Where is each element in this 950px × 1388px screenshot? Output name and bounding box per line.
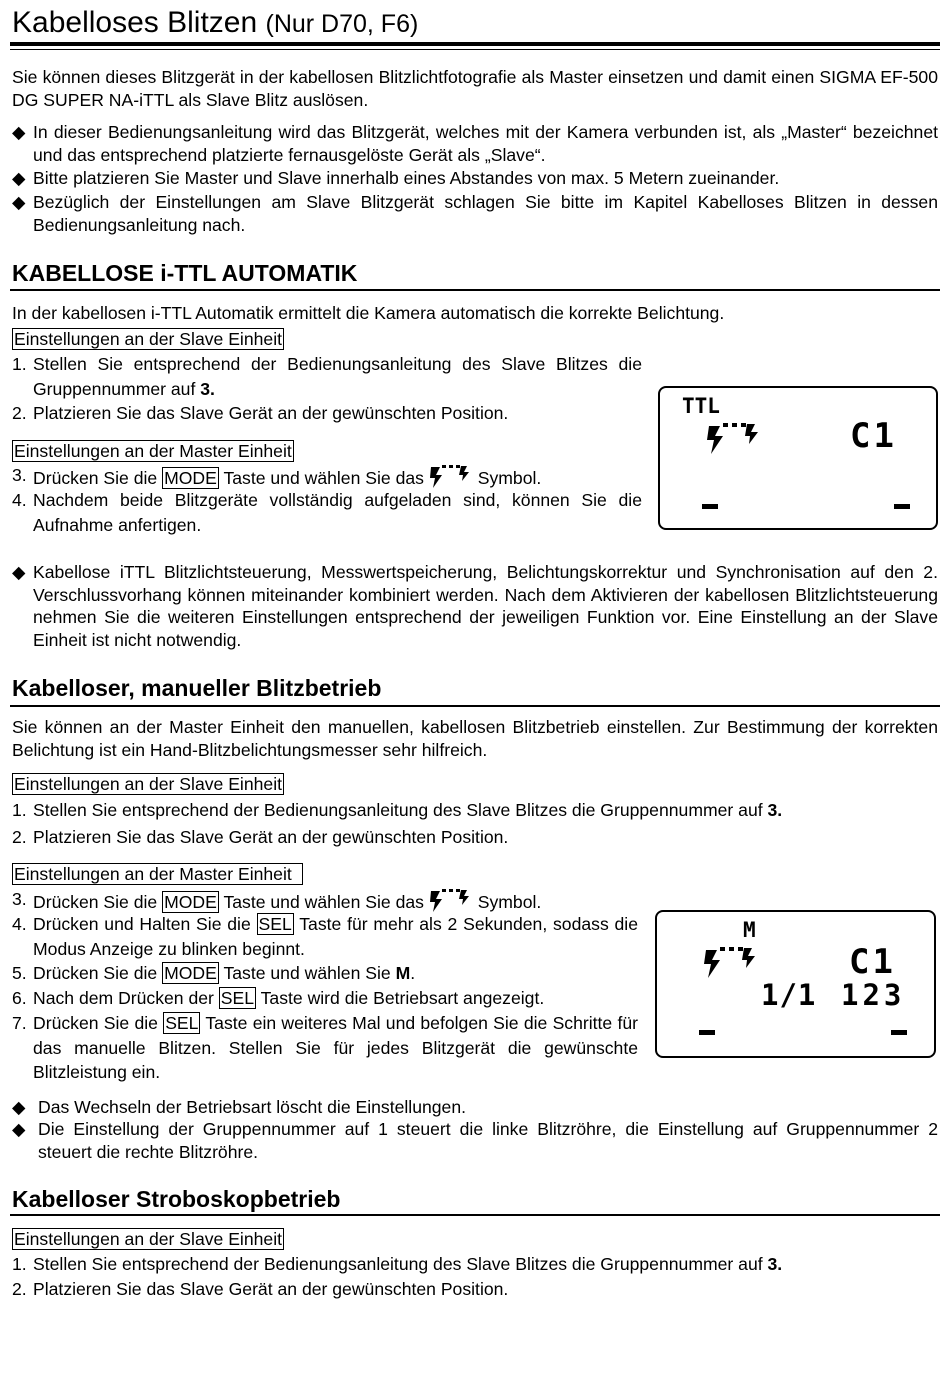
- bullet-text: Kabellose iTTL Blitzlichtsteuerung, Messwertspeicherung, Belichtungskorrektur und Synchronisation auf den 2. Verschlussvorhang können miteinander kombiniert werden. Nach dem Aktivieren der kabellosen Blitzlichtsteuerung nehmen Sie die weiteren Einstellungen entsprechend der jeweiligen Funktion vor. Eine Einstellung an der Slave Einheit ist nicht notwendig.: [33, 562, 938, 650]
- step-item: [12, 825, 938, 850]
- step-item: [12, 1011, 638, 1085]
- step-text: Platzieren Sie das Slave Gerät an der gewünschten Position.: [33, 827, 509, 847]
- step-bold: M: [395, 963, 411, 983]
- step-text: Drücken und Halten Sie die: [33, 914, 257, 934]
- intro-bullet: [12, 167, 938, 190]
- section1-bullet: [12, 561, 938, 651]
- step-number: 4.: [12, 914, 27, 934]
- wireless-flash-icon: [703, 944, 759, 980]
- step-text: Drücken Sie die: [33, 468, 163, 488]
- step-number: 5.: [12, 963, 27, 983]
- bullet-text: Die Einstellung der Gruppennummer auf 1 steuert die linke Blitzröhre, die Einstellung auf Gruppennummer 2 steuert die rechte Blitzröhre.: [38, 1119, 938, 1162]
- section-heading-strobe: Kabelloser Stroboskopbetrieb: [12, 1186, 341, 1212]
- section2-bullet: [12, 1118, 938, 1163]
- header-rule-thin: [10, 49, 940, 50]
- step-number: 3.: [12, 465, 27, 485]
- bullet-text: In dieser Bedienungsanleitung wird das Blitzgerät, welches mit der Kamera verbunden ist, als „Master“ bezeichnet und das entsprechend platzierte fernausgelöste Gerät als „Slave“.: [33, 122, 938, 165]
- lcd-mode-text: M: [743, 918, 756, 942]
- lcd-dash-left: [699, 1030, 715, 1035]
- step-item: [12, 986, 652, 1011]
- master-settings-label: Einstellungen an der Master Einheit: [12, 863, 303, 885]
- bullet-diamond-icon: ◆: [12, 1097, 26, 1117]
- step-number: 7.: [12, 1013, 27, 1033]
- section-heading-manual: Kabelloser, manueller Blitzbetrieb: [12, 675, 382, 701]
- step-number: 1.: [12, 1254, 27, 1274]
- step-text: Taste wird die Betriebsart angezeigt.: [256, 988, 545, 1008]
- lcd-mode-text: TTL: [682, 394, 720, 418]
- lcd-display-manual: [655, 910, 936, 1058]
- intro-bullet: [12, 121, 938, 166]
- sel-key: SEL: [220, 988, 255, 1008]
- step-text: Stellen Sie entsprechend der Bedienungsanleitung des Slave Blitzes die Gruppennummer auf: [33, 800, 768, 820]
- step-item: [12, 912, 638, 961]
- lcd-power-text: 1/1: [761, 978, 817, 1012]
- step-number: 2.: [12, 1279, 27, 1299]
- lcd-value-text: 123: [841, 978, 906, 1012]
- step-text: Platzieren Sie das Slave Gerät an der gewünschten Position.: [33, 1279, 509, 1299]
- slave-settings-label: Einstellungen an der Slave Einheit: [14, 1229, 282, 1249]
- header-rule: [10, 42, 940, 46]
- slave-settings-label: Einstellungen an der Slave Einheit: [14, 329, 282, 349]
- bullet-diamond-icon: ◆: [12, 192, 26, 212]
- step-bold: 3.: [767, 1254, 783, 1274]
- wireless-flash-icon: [429, 463, 473, 489]
- step-text: Drücken Sie die: [33, 1013, 164, 1033]
- step-text: Nachdem beide Blitzgeräte vollständig aufgeladen sind, können Sie die Aufnahme anfertigen.: [33, 490, 642, 535]
- step-text: Taste für mehr als 2 Sekunden, sodass die Modus Anzeige zu blinken beginnt.: [33, 914, 638, 959]
- title-subtitle: (Nur D70, F6): [265, 10, 419, 38]
- lcd-dash-right: [894, 504, 910, 509]
- step-text: Stellen Sie entsprechend der Bedienungsanleitung des Slave Blitzes die Gruppennummer auf: [33, 354, 642, 399]
- sel-key: SEL: [258, 914, 292, 934]
- bullet-diamond-icon: ◆: [12, 562, 26, 582]
- mode-key: MODE: [164, 892, 217, 912]
- lcd-dash-right: [891, 1030, 907, 1035]
- step-bold: 3.: [767, 800, 783, 820]
- bullet-diamond-icon: ◆: [12, 122, 26, 142]
- step-number: 1.: [12, 800, 27, 820]
- intro-bullet: [12, 191, 938, 236]
- step-text: Taste und wählen Sie das: [218, 892, 424, 912]
- bullet-text: Bezüglich der Einstellungen am Slave Blitzgerät schlagen Sie bitte im Kapitel Kabelloses Blitzen in dessen Bedienungsanleitung nach.: [33, 192, 938, 235]
- step-item: [12, 887, 652, 915]
- step-item: [12, 463, 652, 491]
- step-text: Taste ein weiteres Mal und befolgen Sie die Schritte für das manuelle Blitzen. Stellen Sie für jedes Blitzgerät die gewünschte Blitzleistung ein.: [33, 1013, 638, 1082]
- lcd-dash-left: [702, 504, 718, 509]
- section2-bullet: [12, 1096, 938, 1119]
- step-number: 2.: [12, 827, 27, 847]
- section-intro: Sie können an der Master Einheit den manuellen, kabellosen Blitzbetrieb einstellen. Zur Bestimmung der korrekten Belichtung ist ein Hand-Blitzbelichtungsmesser sehr hilfreich.: [12, 717, 938, 760]
- bullet-text: Bitte platzieren Sie Master und Slave innerhalb eines Abstandes von max. 5 Metern zueinander.: [33, 168, 780, 188]
- step-text: .: [410, 963, 416, 983]
- step-text: Taste und wählen Sie: [218, 963, 396, 983]
- section-heading-ittl: KABELLOSE i-TTL AUTOMATIK: [12, 260, 358, 286]
- slave-settings-label: Einstellungen an der Slave Einheit: [14, 774, 282, 794]
- step-bold: 3.: [200, 378, 215, 399]
- wireless-flash-icon: [706, 420, 762, 456]
- step-text: Symbol.: [477, 892, 542, 912]
- step-item: [12, 1252, 938, 1277]
- intro-paragraph: Sie können dieses Blitzgerät in der kabellosen Blitzlichtfotografie als Master einsetzen und damit einen SIGMA EF-500 DG SUPER NA-iTTL als Slave Blitz auslösen.: [12, 67, 938, 110]
- section-rule: [10, 705, 940, 707]
- step-item: [12, 352, 642, 401]
- step-number: 3.: [12, 889, 27, 909]
- wireless-flash-icon: [429, 887, 473, 913]
- sel-key: SEL: [165, 1013, 199, 1033]
- step-text: Drücken Sie die: [33, 892, 163, 912]
- section-rule: [10, 1214, 940, 1216]
- step-text: Platzieren Sie das Slave Gerät an der gewünschten Position.: [33, 403, 509, 423]
- step-text: Drücken Sie die: [33, 963, 163, 983]
- step-item: [12, 401, 652, 426]
- step-text: Nach dem Drücken der: [33, 988, 219, 1008]
- lcd-group-text: C1: [849, 942, 896, 982]
- step-item: [12, 488, 642, 537]
- step-number: 6.: [12, 988, 27, 1008]
- section-rule: [10, 289, 940, 291]
- step-text: Stellen Sie entsprechend der Bedienungsanleitung des Slave Blitzes die Gruppennummer auf: [33, 1254, 768, 1274]
- title-main: Kabelloses Blitzen: [12, 6, 258, 39]
- bullet-text: Das Wechseln der Betriebsart löscht die Einstellungen.: [38, 1097, 467, 1117]
- step-text: Symbol.: [477, 468, 542, 488]
- lcd-group-text: C1: [850, 416, 897, 456]
- step-number: 1.: [12, 354, 27, 374]
- step-number: 2.: [12, 403, 27, 423]
- step-item: [12, 798, 938, 823]
- step-item: [12, 1277, 938, 1302]
- step-text: Taste und wählen Sie das: [218, 468, 424, 488]
- section-intro: In der kabellosen i-TTL Automatik ermittelt die Kamera automatisch die korrekte Belichtung.: [12, 303, 725, 323]
- bullet-diamond-icon: ◆: [12, 168, 26, 188]
- bullet-diamond-icon: ◆: [12, 1119, 26, 1139]
- mode-key: MODE: [164, 468, 217, 488]
- step-item: [12, 961, 652, 986]
- mode-key: MODE: [164, 963, 217, 983]
- lcd-display-ittl: [658, 386, 938, 530]
- master-settings-label: Einstellungen an der Master Einheit: [14, 441, 292, 461]
- step-number: 4.: [12, 490, 27, 510]
- page-title: [12, 4, 418, 43]
